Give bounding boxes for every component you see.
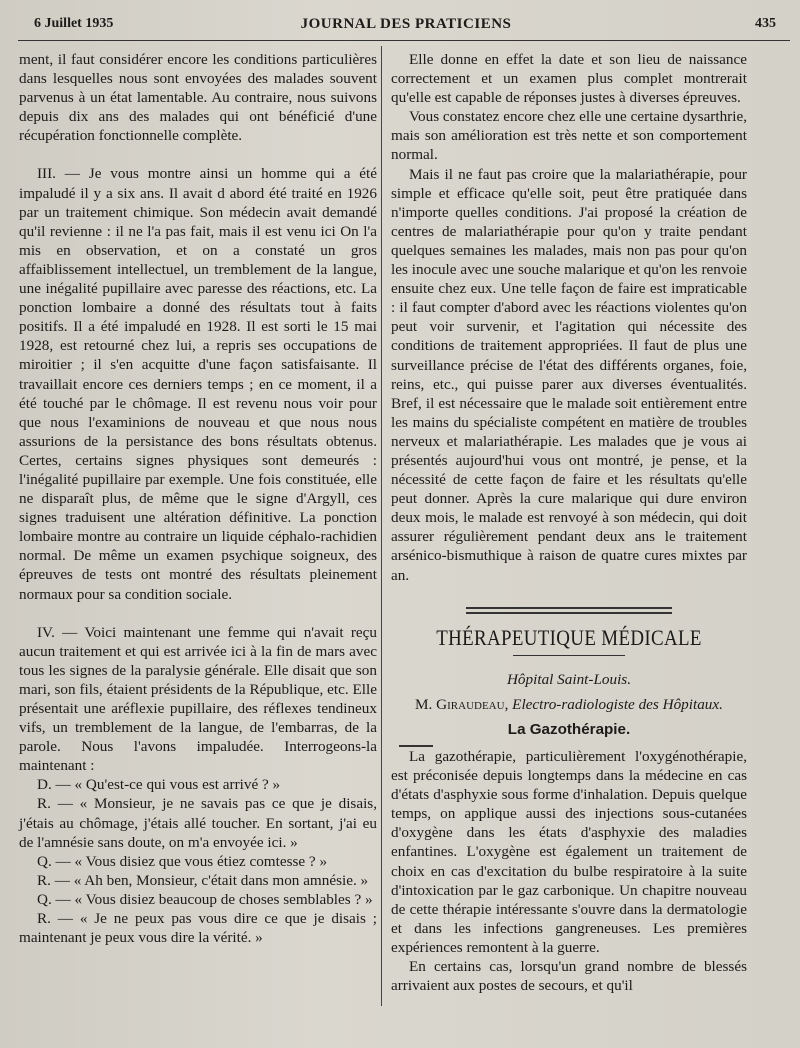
dialogue-line: Q. — « Vous disiez que vous étiez comtesse ? »: [37, 852, 328, 870]
paragraph: ment, il faut considérer encore les conditions particulières dans lesquelles nous sont envoyées des malades souvent parvenus à un état lamentable. Au contraire, nous suivons depuis dix ans des malades qui ont bénéficié d'une récupération fonctionnelle complète.: [19, 51, 377, 145]
author-role: Electro-radiologiste des Hôpitaux.: [512, 695, 723, 713]
dialogue-line: R. — « Je ne peux pas vous dire ce que je disais ; maintenant je peux vous dire la vérité. »: [19, 910, 377, 947]
paragraph: Mais il ne faut pas croire que la malariathérapie, pour simple et efficace qu'elle soit, peut être pratiquée dans n'importe quelles conditions. J'ai proposé la création de centres de malariathérapie pour qu'on y traite pendant quelques semaines les malades, mais non pas pour qu'on les inocule avec une souche malarique et qu'on les renvoie ensuite chez eux. Une telle façon de faire est impraticable : il faut compter d'abord avec les réactions violentes qu'on peut voir survenir, et l'agitation qui nécessite des conditions de traitement appropriées. Il faut de plus une surveillance précise de l'état des différents organes, foie, reins, etc., qui puisse parer aux diverses éventualités. Bref, il est nécessaire que le malade soit entièrement entre les mains du spécialiste compétent en matière de troubles nerveux et malariathérapie. Les malades que je vous ai présentés aujourd'hui vous ont montré, je pense, et la nécessité de cette façon de faire et les résultats qu'elle peut donner. Après la cure malarique qui dure environ deux mois, le malade est renvoyé à son médecin, qui doit assurer régulièrement pendant deux ans le traitement arsénico-bismuthique à raison de quatre cures mixtes par an.: [391, 165, 747, 584]
case-iv-paragraph: IV. — Voici maintenant une femme qui n'avait reçu aucun traitement et qui est arrivée ici à la fin de mars avec tous les signes de la paralysie générale. Elle disait que son mari, son fils, étaient présidents de la République, etc. Elle présentait une aréflexie pupillaire, des réflexes tendineux vifs, un tremblement de la langue, de l'embarras, de la parole. Nous l'avons impaludée. Interrogeons-la maintenant :: [19, 623, 377, 775]
left-column: [19, 50, 377, 947]
article-title: La Gazothérapie.: [507, 720, 631, 738]
journal-title: JOURNAL DES PRATICIENS: [300, 16, 512, 32]
page-header: [26, 12, 786, 34]
paragraph: Vous constatez encore chez elle une certaine dysarthrie, mais son amélioration est très nette et son comportement normal.: [391, 108, 747, 164]
header-rule: [18, 40, 790, 41]
paragraph: La gazothérapie, particulièrement l'oxygénothérapie, est préconisée depuis longtemps dans la médecine en cas d'états d'asphyxie sous forme d'inhalation. Depuis quelque temps, on applique aussi des injections sous-cutanées d'oxygène dans les états d'asphyxie des maladies enfantines. L'oxygène est également un traitement de choix en cas d'excitation du bulbe respiratoire à la suite d'intoxication par le gaz carbonique. Un chapitre nouveau de cette thérapie intéressante s'ouvre dans la dermatologie et dans les infections gangreneuses. Les premières expériences remontent à la guerre.: [391, 748, 747, 956]
section-separator: [466, 607, 672, 614]
author-line: [391, 695, 747, 714]
dialogue-line: R. — « Monsieur, je ne savais pas ce que je disais, j'étais au chômage, j'étais allé toucher. En sortant, j'ai eu de l'amnésie sans doute, on m'a envoyée ici. »: [19, 795, 377, 851]
header-date: 6 Juillet 1935: [34, 16, 114, 31]
section-title: THÉRAPEUTIQUE MÉDICALE: [436, 624, 702, 650]
column-divider: [381, 46, 382, 1006]
hospital-name: Hôpital Saint-Louis.: [506, 670, 632, 688]
dialogue-line: Q. — « Vous disiez beaucoup de choses semblables ? »: [37, 890, 373, 908]
paragraph: Elle donne en effet la date et son lieu de naissance correctement et un examen plus complet montrerait qu'elle est capable de réponses justes à diverses épreuves.: [391, 51, 747, 107]
page-number: 435: [755, 16, 776, 31]
author-name: Giraudeau,: [436, 695, 509, 713]
title-rule: [513, 655, 625, 656]
right-column: [391, 50, 747, 995]
dialogue-line: R. — « Ah ben, Monsieur, c'était dans mon amnésie. »: [37, 871, 369, 889]
dialogue-line: D. — « Qu'est-ce qui vous est arrivé ? »: [37, 776, 281, 794]
paragraph: En certains cas, lorsqu'un grand nombre de blessés arrivaient aux postes de secours, et qu'il: [391, 958, 747, 995]
case-iii-paragraph: III. — Je vous montre ainsi un homme qui a été impaludé il y a six ans. Il avait d abord été traité en 1926 par un traitement chimique. Son médecin avait demandé qu'il revienne : il ne l'a pas fait, mais il est venu ici On l'a mis en observation, et on a constaté un gros affaiblissement intellectuel, un tremblement de la langue, une inégalité pupillaire avec paresse des réactions, etc. La ponction lombaire a donné des résultats tout à faits positifs. Il a été impaludé en 1928. Il est sorti le 15 mai 1928, est retourné chez lui, a repris ses occupations de miroitier ; il s'en acquitte d'une façon satisfaisante. Il travaillait encore ces derniers temps ; en ce moment, il a été touché par le chômage. Il est revenu nous voir pour que nous l'examinions de nouveau et que nous nous assurions de la persistance des bons résultats obtenus. Certes, certains signes physiques sont demeurés : l'inégalité pupillaire par exemple. Une fois constituée, elle ne disparaît plus, de même que le signe d'Argyll, ces signes traduisent une altération définitive. La ponction lombaire montre au contraire un liquide céphalo-rachidien normal. De même un examen psychique soigneux, des épreuves de tests ont montré des résultats pleinement normaux pour sa condition sociale.: [19, 165, 377, 603]
author-prefix: M.: [415, 695, 433, 713]
